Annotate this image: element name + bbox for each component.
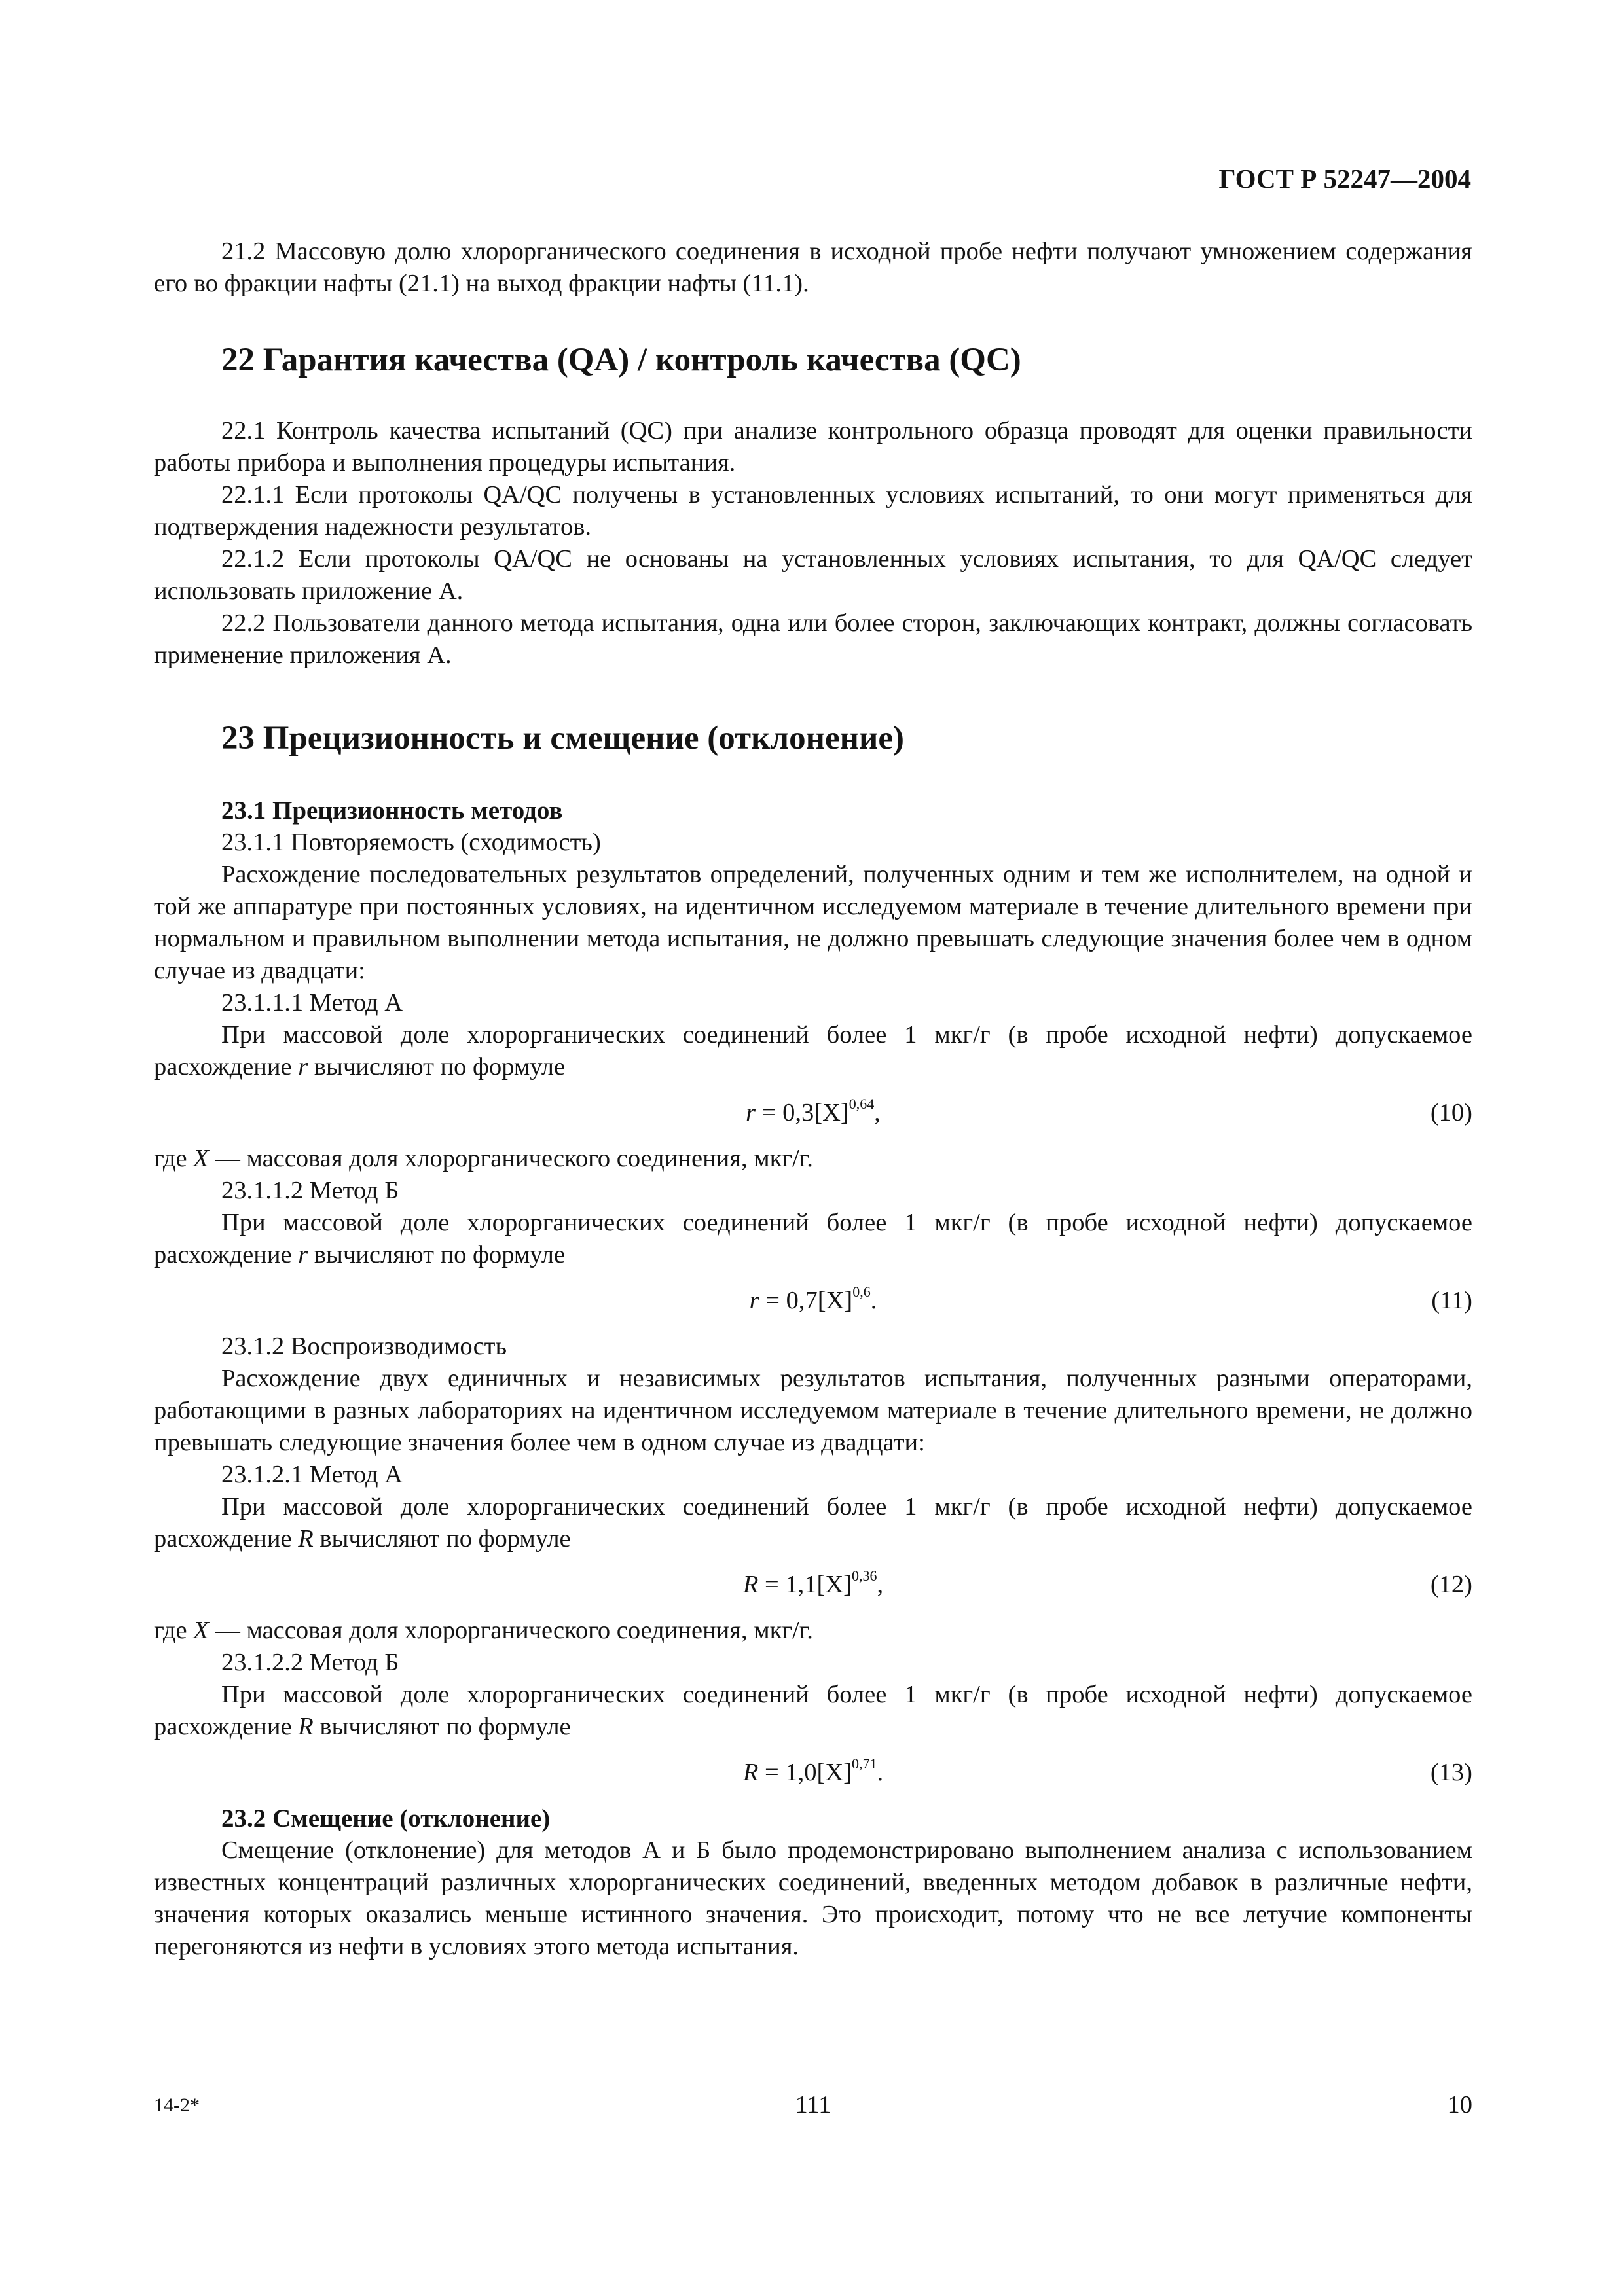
subheading-23-1: 23.1 Прецизионность методов	[221, 797, 563, 825]
page-number: 10	[1447, 2091, 1472, 2119]
paragraph-method-a-repeatability: При массовой доле хлорорганических соединений более 1 мкг/г (в пробе исходной нефти) допускаемое расхождение r вычисляют по формуле	[154, 1021, 1472, 1081]
section-heading-23: 23 Прецизионность и смещение (отклонение)	[221, 720, 905, 757]
paragraph-method-a-reproducibility: При массовой доле хлорорганических соединений более 1 мкг/г (в пробе исходной нефти) допускаемое расхождение R вычисляют по формуле	[154, 1493, 1472, 1552]
formula-11: $r = 0,7[X]^{0,6}$. (11)	[154, 1285, 1472, 1317]
paragraph-method-b-repeatability: При массовой доле хлорорганических соединений более 1 мкг/г (в пробе исходной нефти) допускаемое расхождение r вычисляют по формуле	[154, 1209, 1472, 1268]
paragraph-22-1-2: 22.1.2 Если протоколы QA/QC не основаны на установленных условиях испытания, то для QA/QC следует использовать приложение А.	[154, 545, 1472, 605]
where-clause-2: где X — массовая доля хлорорганического соединения, мкг/г.	[154, 1617, 813, 1644]
title-23-1-1: 23.1.1 Повторяемость (сходимость)	[221, 829, 601, 856]
document-body	[154, 236, 1472, 1963]
formula-number-10: (10)	[1430, 1099, 1472, 1126]
title-23-1-1-2: 23.1.1.2 Метод Б	[221, 1177, 399, 1204]
paragraph-bias: Смещение (отклонение) для методов А и Б было продемонстрировано выполнением анализа с использованием известных концентраций различных хлорорганических соединений, введенных методом добавок в различные нефти, значения которых оказались меньше истинного значения. Это происходит, потому что не все летучие компоненты перегоняются из нефти в условиях этого метода испытания.	[154, 1837, 1472, 1960]
formula-number-13: (13)	[1430, 1759, 1472, 1786]
title-23-1-2: 23.1.2 Воспроизводимость	[221, 1333, 507, 1360]
where-clause-1: где X — массовая доля хлорорганического соединения, мкг/г.	[154, 1145, 813, 1172]
section-heading-22: 22 Гарантия качества (QA) / контроль качества (QC)	[221, 342, 1021, 378]
paragraph-21-2: 21.2 Массовую долю хлорорганического соединения в исходной пробе нефти получают умножением содержания его во фракции нафты (21.1) на выход фракции нафты (11.1).	[154, 238, 1472, 297]
paragraph-22-1: 22.1 Контроль качества испытаний (QC) при анализе контрольного образца проводят для оценки правильности работы прибора и выполнения процедуры испытания.	[154, 417, 1472, 476]
paragraph-22-1-1: 22.1.1 Если протоколы QA/QC получены в установленных условиях испытаний, то они могут применяться для подтверждения надежности результатов.	[154, 481, 1472, 541]
center-page-number: 111	[795, 2091, 831, 2119]
title-23-1-2-1: 23.1.2.1 Метод А	[221, 1461, 403, 1488]
paragraph-reproducibility: Расхождение двух единичных и независимых результатов испытания, полученных разными операторами, работающими в разных лабораториях на идентичном исследуемом материале в течение длительного времени, не должно превышать следующие значения более чем в одном случае из двадцати:	[154, 1365, 1472, 1456]
title-23-1-1-1: 23.1.1.1 Метод А	[221, 989, 403, 1016]
paragraph-method-b-reproducibility: При массовой доле хлорорганических соединений более 1 мкг/г (в пробе исходной нефти) допускаемое расхождение R вычисляют по формуле	[154, 1681, 1472, 1740]
signature-mark: 14-2*	[154, 2094, 200, 2116]
formula-13: $R = 1,0[X]^{0,71}$. (13)	[154, 1757, 1472, 1789]
paragraph-22-2: 22.2 Пользователи данного метода испытания, одна или более сторон, заключающих контракт, должны согласовать применение приложения А.	[154, 609, 1472, 669]
symbol-r: r	[298, 1053, 308, 1081]
formula-number-11: (11)	[1431, 1287, 1472, 1314]
formula-10: $r = 0,3[X]^{0,64}$, (10)	[154, 1097, 1472, 1129]
subheading-23-2: 23.2 Смещение (отклонение)	[221, 1804, 551, 1833]
formula-number-12: (12)	[1430, 1571, 1472, 1598]
title-23-1-2-2: 23.1.2.2 Метод Б	[221, 1649, 399, 1676]
document-id: ГОСТ Р 52247—2004	[1218, 164, 1471, 194]
formula-12: $R = 1,1[X]^{0,36}$, (12)	[154, 1569, 1472, 1601]
paragraph-repeatability: Расхождение последовательных результатов определений, полученных одним и тем же исполнителем, на одной и той же аппаратуре при постоянных условиях, на идентичном исследуемом материале в течение длительного времени при нормальном и правильном выполнении метода испытания, не должно превышать следующие значения более чем в одном случае из двадцати:	[154, 861, 1472, 984]
page-footer	[154, 2089, 1472, 2122]
